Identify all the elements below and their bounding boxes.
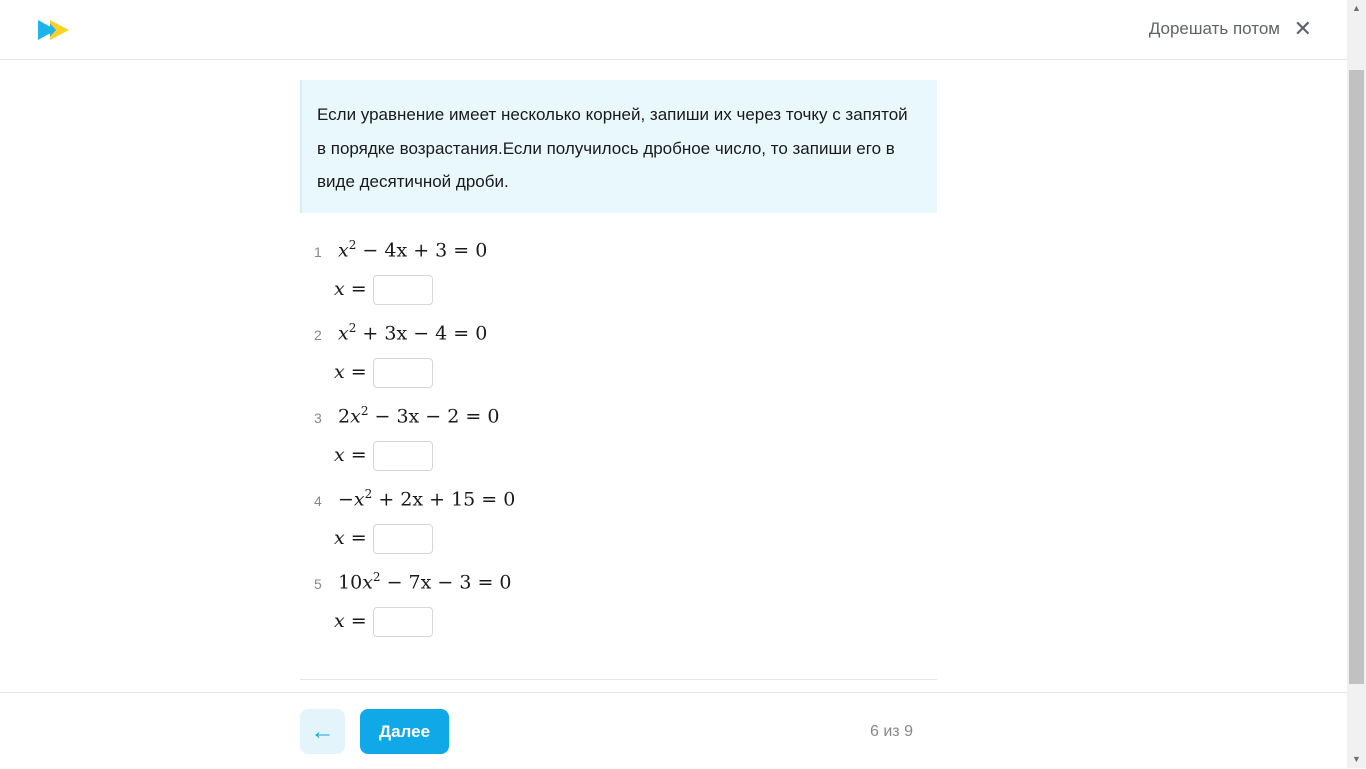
divider (300, 679, 937, 680)
scrollbar[interactable] (1347, 0, 1366, 768)
next-button[interactable]: Далее (360, 709, 449, 754)
equation: $x^2 + 3x - 4 = 0$ (338, 321, 488, 345)
answer-label: x = (334, 444, 367, 466)
answer-input-5[interactable] (373, 607, 433, 637)
task-number: 2 (314, 327, 322, 343)
arrow-left-icon: ← (310, 717, 335, 745)
equation: $2x^2 - 3x - 2 = 0$ (338, 404, 500, 428)
back-button[interactable] (300, 709, 345, 754)
progress-counter: 6 из 9 (870, 723, 913, 740)
scroll-thumb[interactable] (1349, 70, 1364, 684)
answer-input-4[interactable] (373, 524, 433, 554)
answer-label: x = (334, 527, 367, 549)
answer-label: x = (334, 361, 367, 383)
answer-input-1[interactable] (373, 275, 433, 305)
task-number: 5 (314, 576, 322, 592)
task-number: 3 (314, 410, 322, 426)
equation: $x^2 - 4x + 3 = 0$ (338, 238, 488, 262)
equation: $10x^2 - 7x - 3 = 0$ (338, 570, 512, 594)
scroll-up-icon[interactable]: ▲ (1352, 3, 1361, 13)
answer-input-2[interactable] (373, 358, 433, 388)
task-content (300, 80, 937, 213)
equation: $-x^2 + 2x + 15 = 0$ (338, 487, 516, 511)
logo-icon (38, 18, 70, 42)
close-icon[interactable]: ✕ (1293, 16, 1312, 41)
task-number: 1 (314, 244, 322, 260)
bottom-bar (0, 692, 1347, 769)
top-bar (0, 0, 1347, 60)
answer-label: x = (334, 278, 367, 300)
answer-label: x = (334, 610, 367, 632)
scroll-down-icon[interactable]: ▼ (1352, 754, 1361, 764)
task-number: 4 (314, 493, 322, 509)
instruction-box: Если уравнение имеет несколько корней, запиши их через точку с запятой в порядке возрастания.Если получилось дробное число, то запиши его в виде десятичной дроби. (300, 80, 937, 213)
answer-input-3[interactable] (373, 441, 433, 471)
solve-later-link[interactable]: Дорешать потом (1148, 19, 1280, 38)
